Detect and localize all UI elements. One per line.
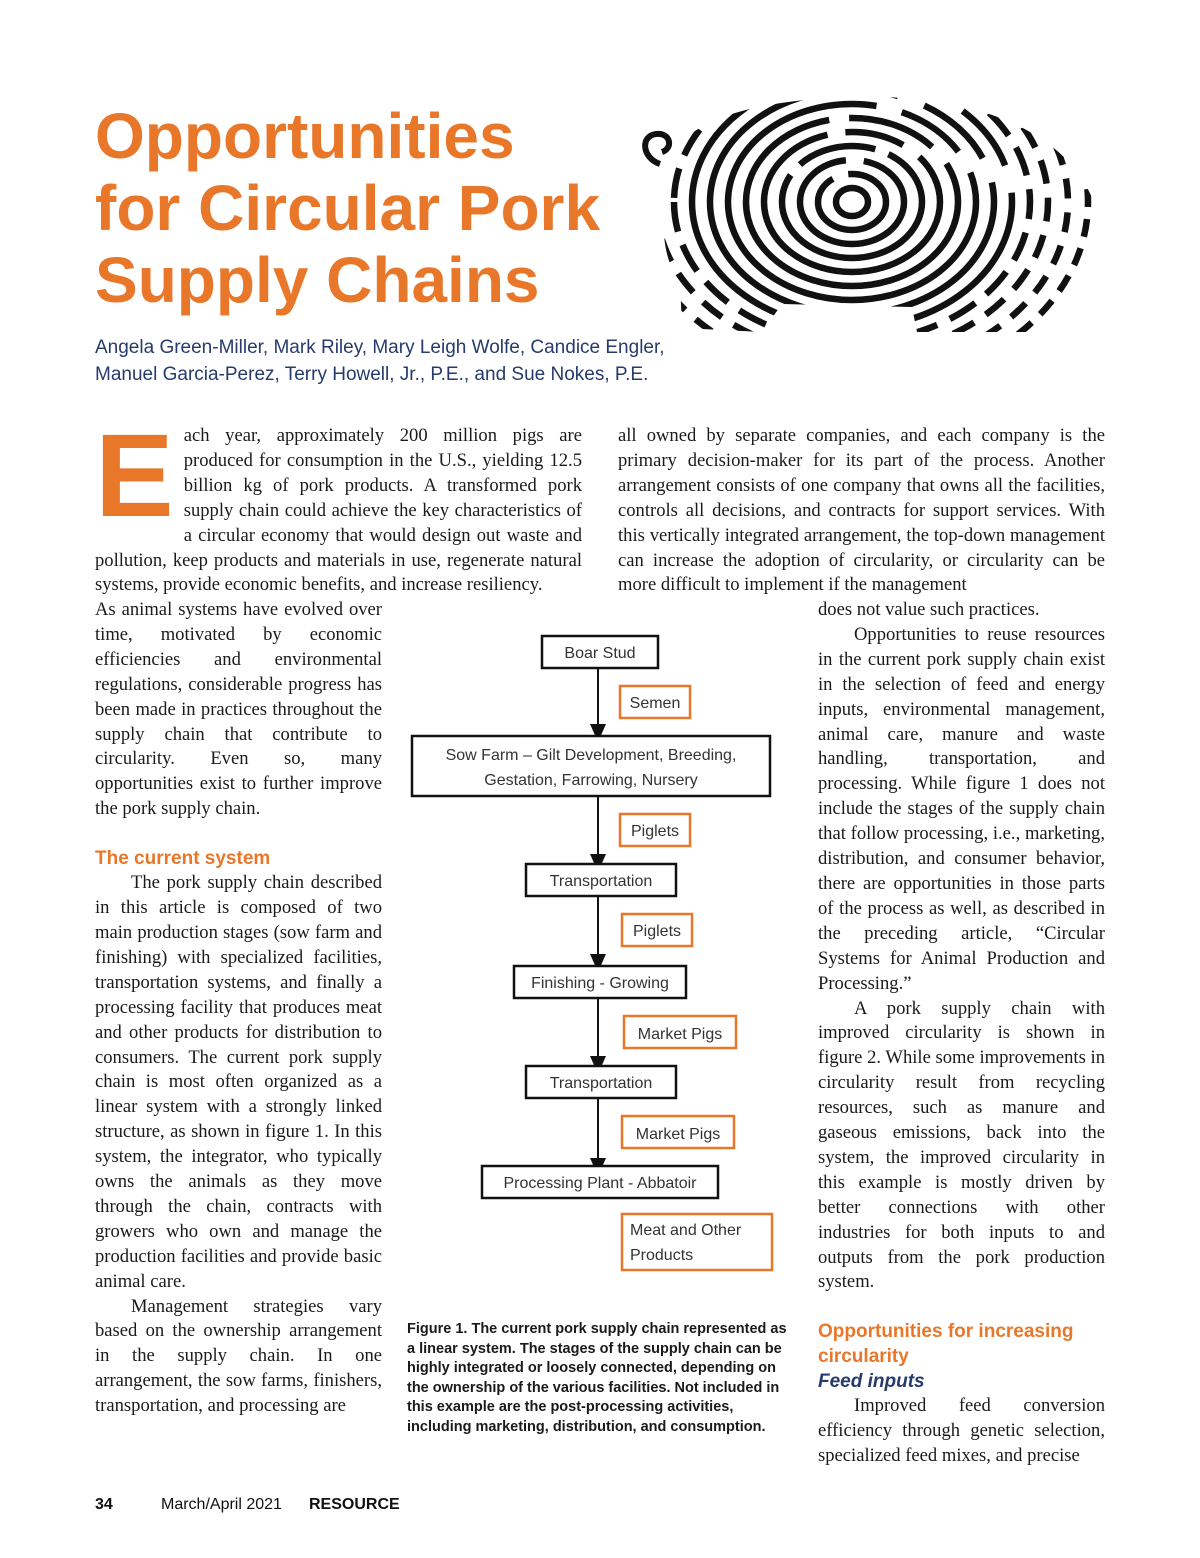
issue-date: March/April 2021 xyxy=(161,1496,282,1513)
flow-label-market-pigs-2: Market Pigs xyxy=(635,1126,721,1143)
column-right xyxy=(818,598,1105,1469)
column-left xyxy=(95,598,382,1419)
paragraph-reuse: Opportunities to reuse resources in the current pork supply chain exist in the selection of feed and energy inputs, environmental management, animal care, manure and waste handling, transportation, and processing. While figure 1 does not include the stages of the supply chain that follow processing, i.e., marketing, distribution, and consumer behavior, there are opportunities in those parts of the process as well, as described in the preceding article, “Circular Systems for Animal Production and Processing.” xyxy=(818,623,1105,994)
paragraph-ownership-end: does not value such practices. xyxy=(818,599,1040,620)
title-line-2: for Circular Pork xyxy=(95,172,601,244)
flow-label-meat-products-2: Products xyxy=(630,1247,694,1264)
figure-1-caption: Figure 1. The current pork supply chain represented as a linear system. The stages of the supply chain can be highly integrated or loosely connected, depending on the ownership of the various facilities. Not included in this example are the post-processing activities, including marketing, distribution, and consumption. xyxy=(407,1321,787,1435)
author-list xyxy=(95,334,855,388)
heading-opportunities: Opportunities for increasing circularity xyxy=(818,1321,1074,1368)
stage-label-finishing: Finishing - Growing xyxy=(531,975,669,992)
heading-current-system: The current system xyxy=(95,848,271,870)
flow-label-market-pigs-1: Market Pigs xyxy=(637,1026,723,1043)
fingerprint-pig-icon xyxy=(632,92,1112,337)
stage-label-sow-farm-1: Sow Farm – Gilt Development, Breeding, xyxy=(445,747,737,764)
stage-label-processing: Processing Plant - Abbatoir xyxy=(503,1175,697,1192)
paragraph-improved: A pork supply chain with improved circularity is shown in figure 2. While some improvements in circularity result from recycling resources, such as manure and gaseous emissions, back into the system, the improved circularity in this example is mostly driven by better connections with other industries for both inputs to and outputs from the pork production system. xyxy=(818,997,1105,1293)
flow-label-semen: Semen xyxy=(629,695,681,712)
article-title xyxy=(95,100,715,316)
intro-text: ach year, approximately 200 million pigs are produced for consumption in the U.S., yielding 12.5 billion kg of pork products. A transformed pork supply chain could achieve the key characteristics of a circular economy that would design out waste and pollution, keep products and materials in use, regenerate natural systems, provide economic benefits, and increase resiliency. xyxy=(95,425,582,596)
paragraph-management: Management strategies vary based on the ownership arrangement in the supply chain. In one arrangement, the sow farms, finishers, transportation, and processing are xyxy=(95,1295,382,1417)
author-line-1: Angela Green-Miller, Mark Riley, Mary Leigh Wolfe, Candice Engler, xyxy=(95,337,665,358)
paragraph-feed: Improved feed conversion efficiency through genetic selection, specialized feed mixes, and precise xyxy=(818,1395,1105,1467)
subheading-feed-inputs: Feed inputs xyxy=(818,1371,925,1393)
stage-label-transportation-2: Transportation xyxy=(549,1075,653,1092)
paragraph-ownership: all owned by separate companies, and each company is the primary decision-maker for its part of the process. Another arrangement consists of one company that owns all the facilities, controls all decisions, and contracts for support services. With this vertically integrated arrangement, the top-down management can increase the adoption of circularity, or circularity can be more difficult to implement if the management xyxy=(618,425,1105,596)
magazine-name: RESOURCE xyxy=(309,1496,400,1513)
flow-label-meat-products-1: Meat and Other xyxy=(630,1222,742,1239)
column-right-top xyxy=(618,424,1105,598)
author-line-2: Manuel Garcia-Perez, Terry Howell, Jr., P.E., and Sue Nokes, P.E. xyxy=(95,364,649,385)
page-number: 34 xyxy=(95,1496,113,1513)
figure-1-flowchart xyxy=(408,628,788,1278)
stage-label-boar-stud: Boar Stud xyxy=(564,645,636,662)
title-line-3: Supply Chains xyxy=(95,244,540,316)
stage-label-transportation-1: Transportation xyxy=(549,873,653,890)
flow-label-piglets-2: Piglets xyxy=(632,923,682,940)
flow-label-piglets-1: Piglets xyxy=(630,823,680,840)
intro-paragraph xyxy=(95,410,582,598)
drop-cap: E xyxy=(95,410,174,542)
intro-block xyxy=(95,410,582,598)
title-line-1: Opportunities xyxy=(95,100,515,172)
page-footer xyxy=(95,1496,400,1514)
stage-label-sow-farm-2: Gestation, Farrowing, Nursery xyxy=(484,772,698,789)
paragraph-current-system: The pork supply chain described in this article is composed of two main production stages (sow farm and finishing) with specialized facilities, transportation systems, and finally a processing facility that produces meat and other products for distribution to consumers. The current pork supply chain is most often organized as a linear system with a strongly linked structure, as shown in figure 1. In this system, the integrator, who typically owns the animals as they move through the chain, contracts with growers who own and manage the production facilities and provide basic animal care. xyxy=(95,872,382,1292)
paragraph-evolution: As animal systems have evolved over time, motivated by economic efficiencies and environmental regulations, considerable progress has been made in practices throughout the supply chain that contribute to circularity. Even so, many opportunities exist to further improve the pork supply chain. xyxy=(95,599,382,820)
